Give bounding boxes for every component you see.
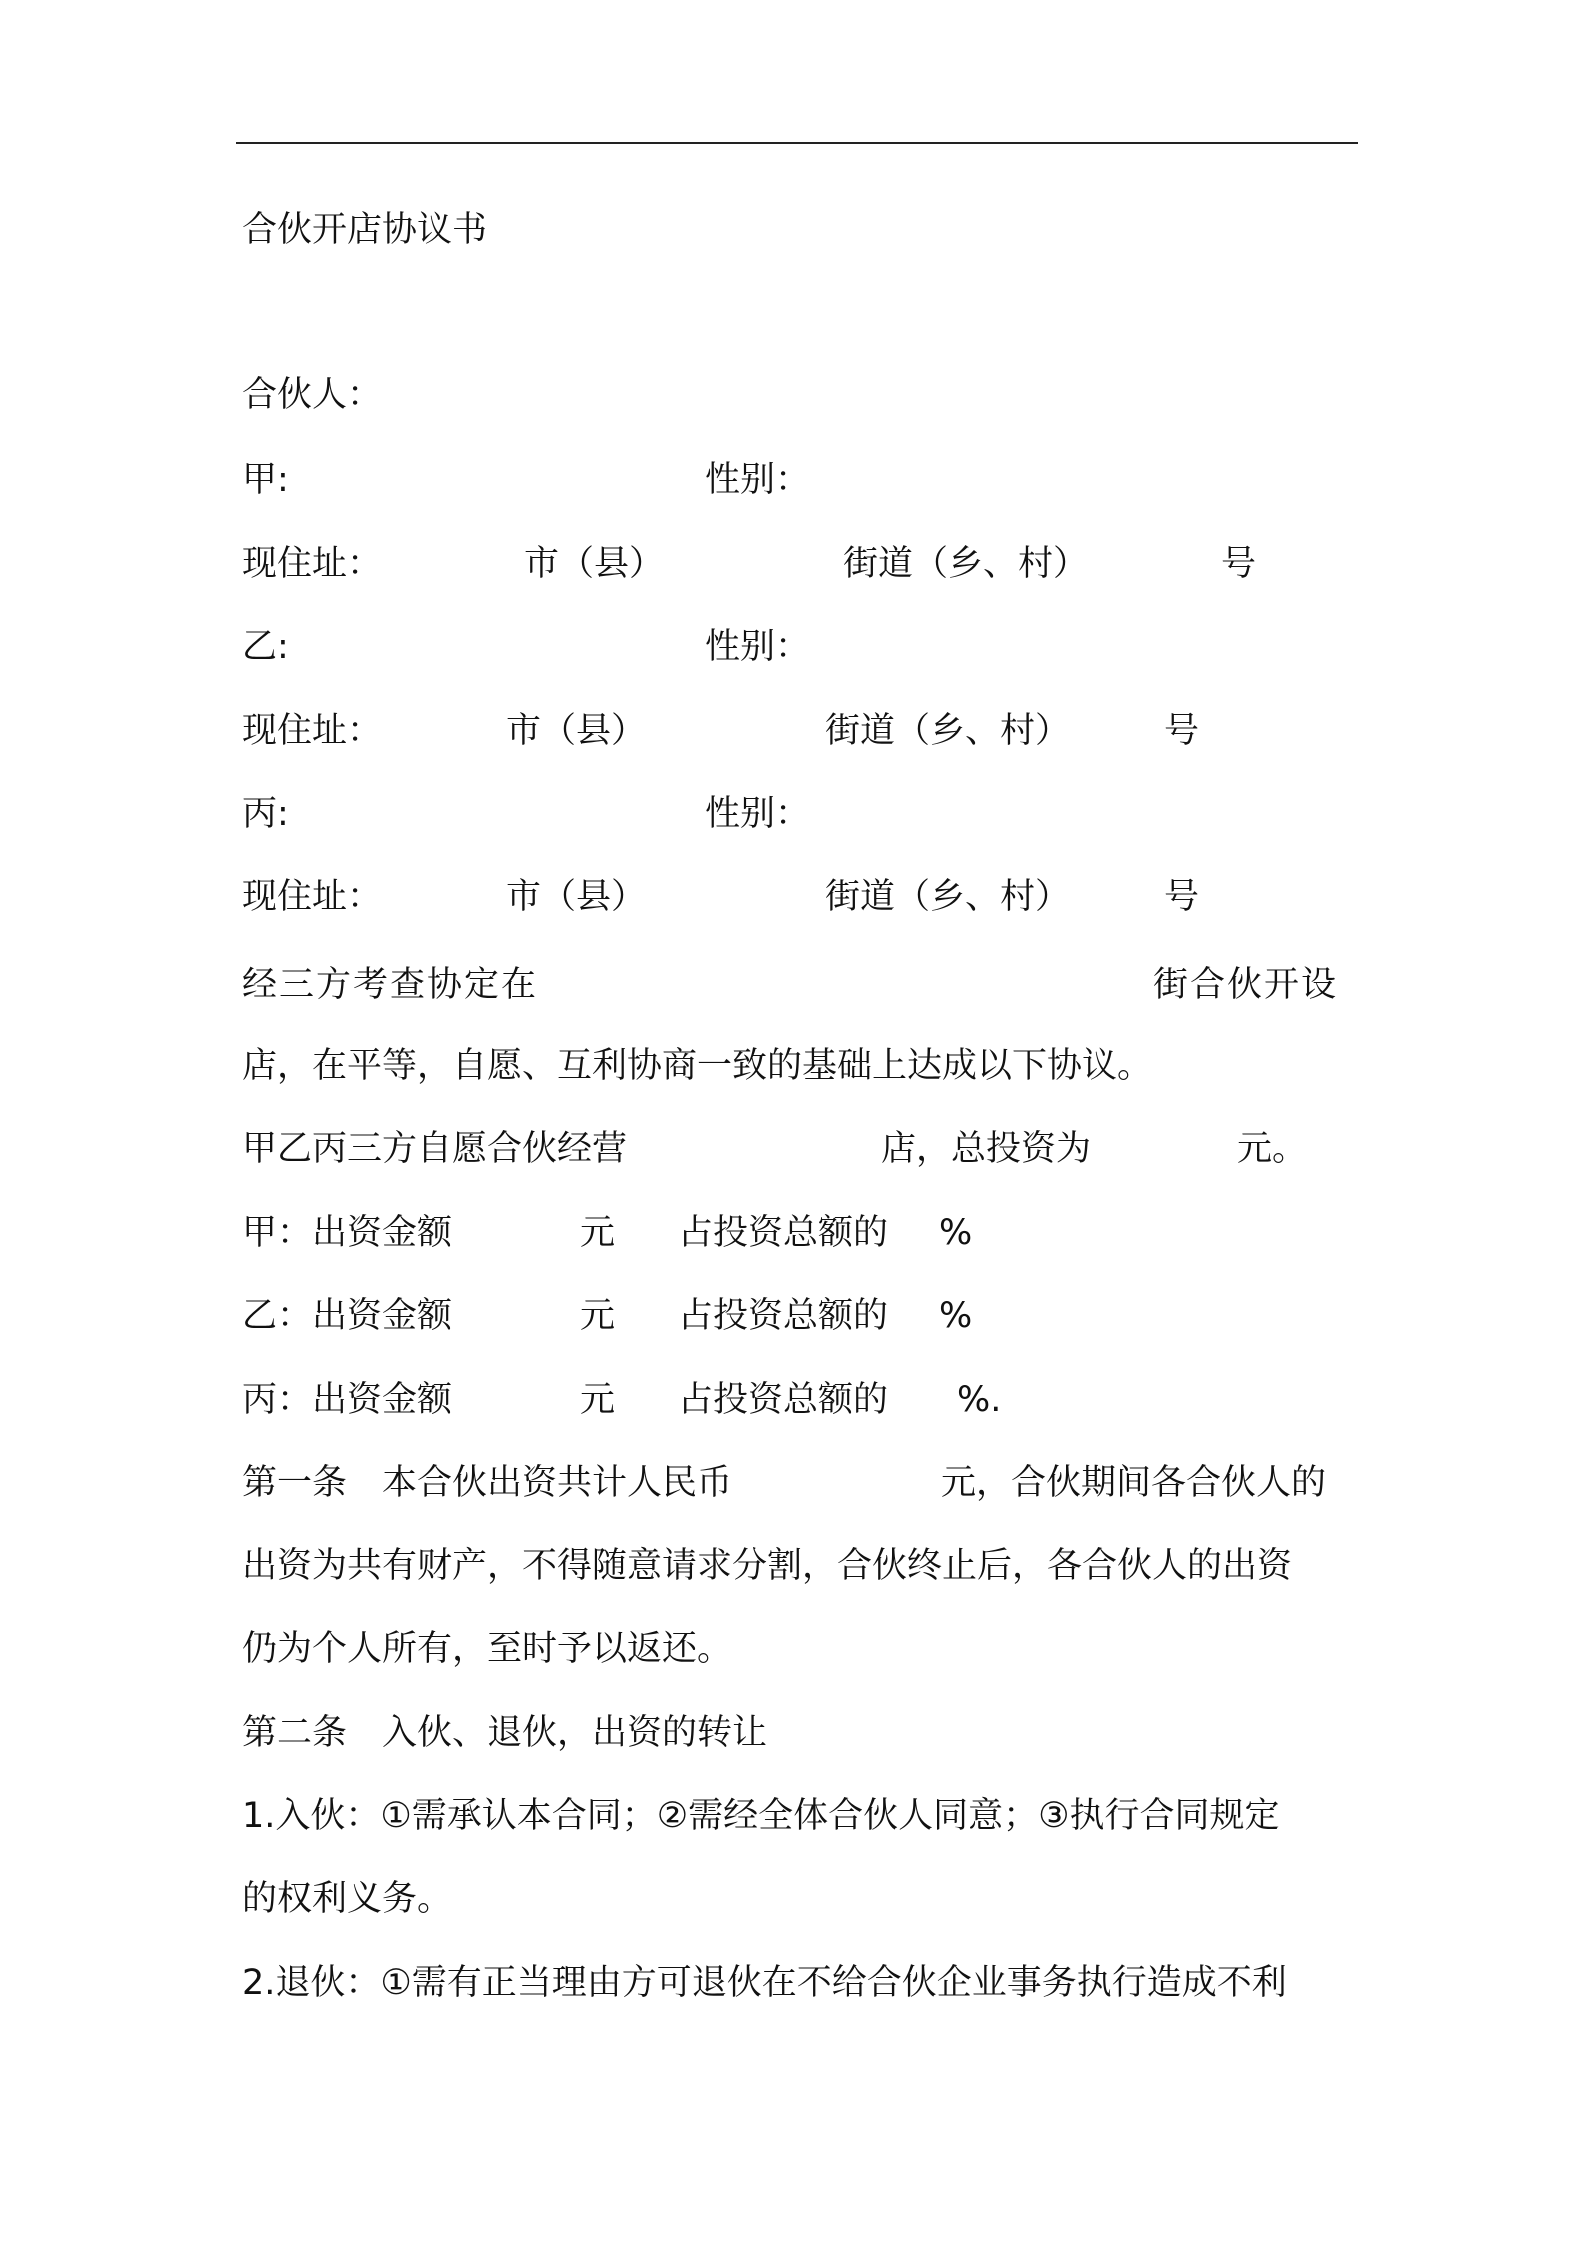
investment-line-start: 甲乙丙三方自愿合伙经营: [242, 1129, 628, 1169]
partner-b-gender-label: 性别：: [705, 627, 811, 667]
partner-c-address-label: 现住址：: [242, 877, 383, 917]
document-title: 合伙开店协议书: [242, 210, 488, 250]
article1-line2: 出资为共有财产，不得随意请求分割，合伙终止后，各合伙人的出资: [242, 1546, 1293, 1586]
partner-a-city-label: 市（县）: [524, 544, 665, 584]
agreement-intro-start: 经三方考查协定在: [242, 965, 539, 1005]
partner-b-name-label: 乙:: [242, 627, 289, 667]
contribution-c-unit: 元: [580, 1380, 616, 1420]
contribution-a-share-label: 占投资总额的: [678, 1213, 889, 1253]
partner-a-street-label: 街道（乡、村）: [843, 544, 1089, 584]
partner-b-city-label: 市（县）: [506, 711, 647, 751]
partner-c-number-label: 号: [1164, 877, 1200, 917]
header-rule: [236, 142, 1358, 144]
partners-heading: 合伙人：: [242, 375, 383, 415]
contribution-b-percent: %: [939, 1296, 973, 1336]
contribution-c-share-label: 占投资总额的: [678, 1380, 889, 1420]
withdraw-clause-line1: 2.退伙：①需有正当理由方可退伙在不给合伙企业事务执行造成不利: [242, 1963, 1287, 2003]
article1-start: 第一条 本合伙出资共计人民币: [242, 1463, 733, 1503]
contribution-b-unit: 元: [580, 1296, 616, 1336]
contribution-b-label: 乙：出资金额: [242, 1296, 453, 1336]
partner-b-number-label: 号: [1164, 711, 1200, 751]
contribution-a-percent: %: [939, 1213, 973, 1253]
partner-c-gender-label: 性别：: [705, 794, 811, 834]
investment-line-middle: 店，总投资为: [881, 1129, 1092, 1169]
contribution-c-label: 丙：出资金额: [242, 1380, 453, 1420]
partner-a-address-label: 现住址：: [242, 544, 383, 584]
partner-a-gender-label: 性别：: [705, 460, 811, 500]
contribution-b-share-label: 占投资总额的: [678, 1296, 889, 1336]
partner-b-street-label: 街道（乡、村）: [825, 711, 1071, 751]
partner-c-city-label: 市（县）: [506, 877, 647, 917]
partner-c-name-label: 丙:: [242, 794, 289, 834]
join-clause-line1: 1.入伙：①需承认本合同；②需经全体合伙人同意；③执行合同规定: [242, 1796, 1280, 1836]
partner-a-name-label: 甲:: [242, 460, 289, 500]
article1-line3: 仍为个人所有，至时予以返还。: [242, 1629, 733, 1669]
contribution-a-label: 甲：出资金额: [242, 1213, 453, 1253]
join-clause-line2: 的权利义务。: [242, 1879, 453, 1919]
article1-end: 元，合伙期间各合伙人的: [941, 1463, 1327, 1503]
partner-a-number-label: 号: [1221, 544, 1257, 584]
investment-line-end: 元。: [1237, 1129, 1308, 1169]
contribution-c-percent: %.: [957, 1380, 1002, 1420]
partner-b-address-label: 现住址：: [242, 711, 383, 751]
contribution-a-unit: 元: [580, 1213, 616, 1253]
agreement-intro-end: 街合伙开设: [1153, 965, 1339, 1005]
article2-heading: 第二条 入伙、退伙，出资的转让: [242, 1713, 768, 1753]
partner-c-street-label: 街道（乡、村）: [825, 877, 1071, 917]
agreement-intro-line2: 店，在平等，自愿、互利协商一致的基础上达成以下协议。: [242, 1046, 1153, 1086]
